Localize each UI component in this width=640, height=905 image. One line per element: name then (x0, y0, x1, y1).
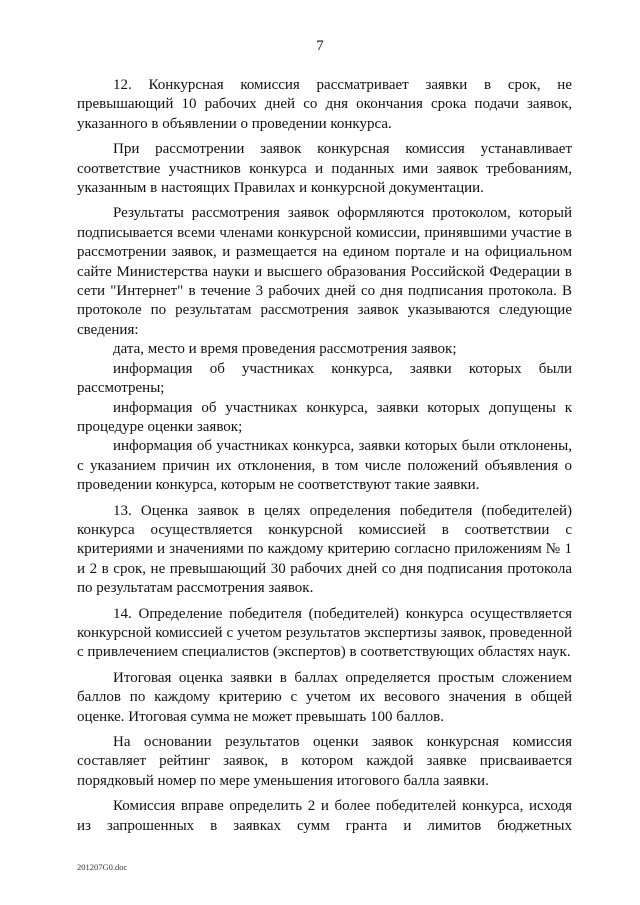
page-number: 7 (316, 38, 324, 54)
paragraph-14: 14. Определение победителя (победителей) конкурса осуществляется конкурсной комиссией с учетом результатов экспертизы заявок, проведенной с привлечением специалистов (экспертов) в соответствующих областях наук. (77, 605, 572, 661)
paragraph-13: 13. Оценка заявок в целях определения победителя (победителей) конкурса осуществляется конкурсной комиссией в соответствии с критериями и значениями по каждому критерию согласно приложениям № 1 и 2 в срок, не превышающий 30 рабочих дней со дня подписания протокола по результатам рассмотрения заявок. (77, 502, 572, 597)
file-name-footer: 201207G0.doc (77, 862, 128, 872)
paragraph-rating: На основании результатов оценки заявок конкурсная комиссия составляет рейтинг заявок, в котором каждой заявке присваивается порядковый номер по мере уменьшения итогового балла заявки. (77, 734, 572, 789)
list-item-date-place: дата, место и время проведения рассмотрения заявок; (113, 341, 457, 358)
paragraph-winners: Комиссия вправе определить 2 и более победителей конкурса, исходя из запрошенных в заявках сумм гранта и лимитов бюджетных (77, 798, 572, 834)
list-item-rejected: информация об участниках конкурса, заявки которых были отклонены, с указанием причин их отклонения, в том числе положений объявления о проведении конкурса, которым не соответствуют такие заявки. (77, 438, 572, 494)
paragraph-total-score: Итоговая оценка заявки в баллах определяется простым сложением баллов по каждому критерию с учетом их весового значения в общей оценке. Итоговая сумма не может превышать 100 баллов. (77, 669, 572, 725)
list-item-admitted: информация об участниках конкурса, заявки которых допущены к процедуре оценки заявок; (77, 399, 572, 435)
paragraph-12: 12. Конкурсная комиссия рассматривает заявки в срок, не превышающий 10 рабочих дней со дня окончания срока подачи заявок, указанного в объявлении о проведении конкурса. (77, 77, 572, 132)
document-body (77, 76, 572, 836)
paragraph-review-protocol: Результаты рассмотрения заявок оформляются протоколом, который подписывается всеми членами конкурсной комиссии, принявшими участие в рассмотрении заявок, и размещается на едином портале и на официальном сайте Министерства науки и высшего образования Российской Федерации в сети "Интернет" в течение 3 рабочих дней со дня подписания протокола. В протоколе по результатам рассмотрения заявок указываются следующие сведения: (77, 205, 572, 338)
list-item-reviewed: информация об участниках конкурса, заявки которых были рассмотрены; (77, 360, 572, 397)
paragraph-review-compliance: При рассмотрении заявок конкурсная комиссия устанавливает соответствие участников конкурса и поданных ими заявок требованиям, указанным в настоящих Правилах и конкурсной документации. (77, 141, 572, 197)
